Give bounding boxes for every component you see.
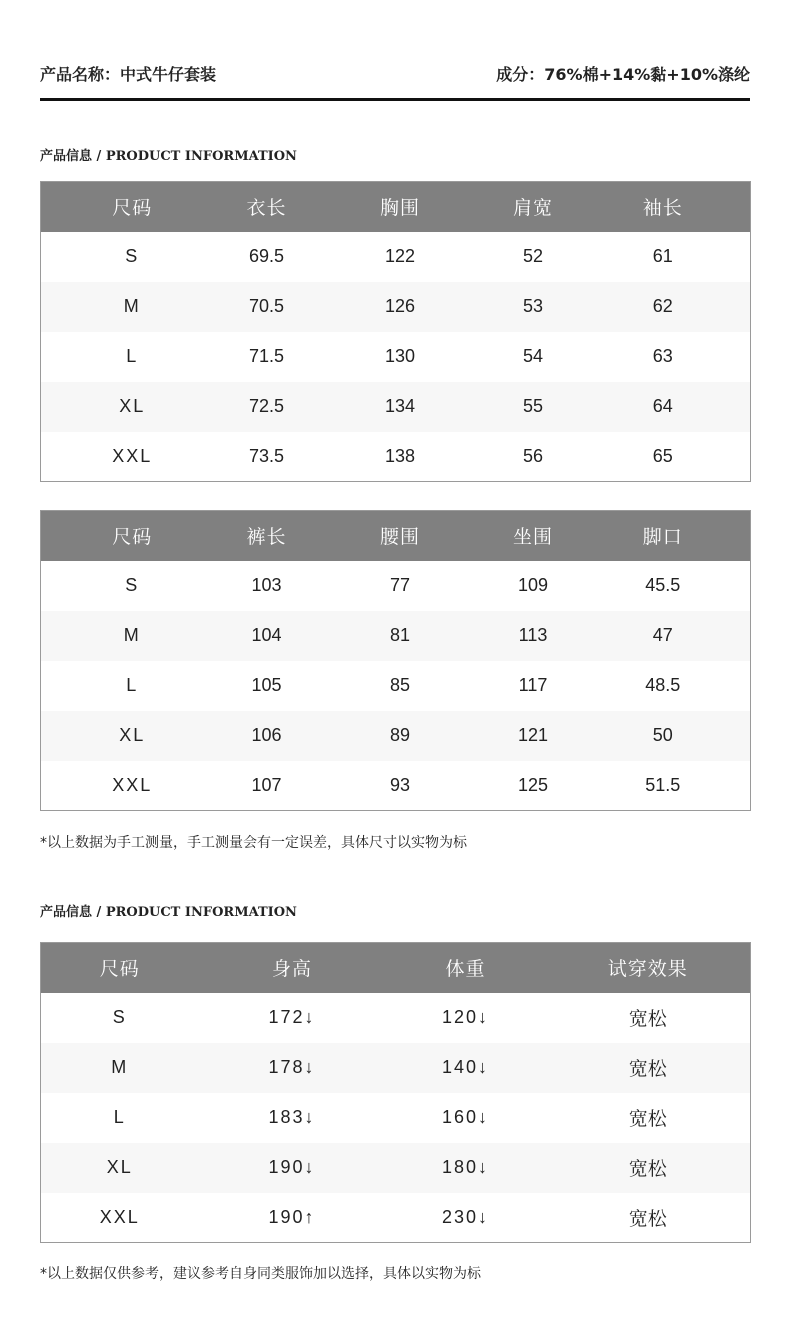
table-cell: 93 [310,761,491,811]
header-cell: 坐围 [491,511,576,561]
table-cell: 47 [576,611,751,661]
table-cell: 117 [491,661,576,711]
table-cell: 109 [491,561,576,611]
table-cell: 103 [224,561,310,611]
table-cell: 105 [224,661,310,711]
table-row [41,661,751,711]
table-cell: 178↓ [199,1043,386,1093]
table-cell: 54 [491,332,576,382]
section-title-product-info [40,145,297,164]
table-cell: 51.5 [576,761,751,811]
table-cell: 120↓ [386,993,546,1043]
size-cell: M [41,282,224,332]
header-cell: 脚口 [576,511,751,561]
table-cell: 55 [491,382,576,432]
size-cell: M [41,1043,199,1093]
table-cell: 122 [310,232,491,282]
size-cell: S [41,993,199,1043]
table-row [41,232,751,282]
header-cell: 试穿效果 [546,943,751,993]
section-title-cn: 产品信息 / [40,149,106,164]
table-cell: 125 [491,761,576,811]
table-cell: 89 [310,711,491,761]
table-cell: 77 [310,561,491,611]
header-cell: 胸围 [310,182,491,232]
table-row [41,432,751,482]
size-cell: XL [41,711,224,761]
size-cell: S [41,561,224,611]
fit-reference-table [40,942,751,1243]
table-cell: 70.5 [224,282,310,332]
table-row [41,561,751,611]
table-cell: 62 [576,282,751,332]
size-cell: XXL [41,761,224,811]
header-cell: 尺码 [41,182,224,232]
size-cell: L [41,1093,199,1143]
header-cell: 体重 [386,943,546,993]
table-cell: 45.5 [576,561,751,611]
fit-cell: 宽松 [546,1193,751,1243]
header-cell: 腰围 [310,511,491,561]
table-cell: 65 [576,432,751,482]
pants-size-table [40,510,751,811]
table-cell: 107 [224,761,310,811]
table-row [41,332,751,382]
size-cell: XL [41,382,224,432]
table-row [41,282,751,332]
table-cell: 104 [224,611,310,661]
product-composition: 成分：76%棉+14%黏+10%涤纶 [496,65,750,84]
table-cell: 134 [310,382,491,432]
table-header-row [41,943,751,993]
header-cell: 袖长 [576,182,751,232]
table-cell: 183↓ [199,1093,386,1143]
size-cell: L [41,661,224,711]
table-row [41,993,751,1043]
table-cell: 72.5 [224,382,310,432]
table-row [41,1193,751,1243]
table-row [41,711,751,761]
table-cell: 160↓ [386,1093,546,1143]
table-cell: 190↑ [199,1193,386,1243]
table-cell: 53 [491,282,576,332]
table-cell: 172↓ [199,993,386,1043]
top-size-table [40,181,751,482]
table-row [41,1143,751,1193]
section-title-cn: 产品信息 / [40,905,106,920]
table-cell: 85 [310,661,491,711]
table-cell: 73.5 [224,432,310,482]
table-cell: 56 [491,432,576,482]
table-row [41,382,751,432]
fit-cell: 宽松 [546,1093,751,1143]
table-cell: 61 [576,232,751,282]
size-cell: M [41,611,224,661]
header-cell: 尺码 [41,511,224,561]
size-cell: L [41,332,224,382]
table-row [41,611,751,661]
table-cell: 48.5 [576,661,751,711]
section-title-product-info-2 [40,901,297,920]
table-cell: 71.5 [224,332,310,382]
table-cell: 50 [576,711,751,761]
table-cell: 81 [310,611,491,661]
measurement-note: *以上数据为手工测量，手工测量会有一定误差，具体尺寸以实物为标 [40,835,467,851]
fit-reference-note: *以上数据仅供参考，建议参考自身同类服饰加以选择，具体以实物为标 [40,1266,481,1282]
table-row [41,761,751,811]
header-cell: 尺码 [41,943,199,993]
table-cell: 180↓ [386,1143,546,1193]
fit-cell: 宽松 [546,993,751,1043]
size-cell: XL [41,1143,199,1193]
table-cell: 126 [310,282,491,332]
table-cell: 138 [310,432,491,482]
fit-cell: 宽松 [546,1143,751,1193]
table-cell: 130 [310,332,491,382]
table-row [41,1043,751,1093]
table-cell: 121 [491,711,576,761]
header-cell: 身高 [199,943,386,993]
product-header [40,58,750,102]
table-cell: 140↓ [386,1043,546,1093]
table-cell: 64 [576,382,751,432]
header-divider [40,98,750,101]
header-cell: 衣长 [224,182,310,232]
table-cell: 230↓ [386,1193,546,1243]
product-name: 产品名称：中式牛仔套装 [40,65,217,84]
table-header-row [41,182,751,232]
table-cell: 63 [576,332,751,382]
header-cell: 肩宽 [491,182,576,232]
size-cell: XXL [41,1193,199,1243]
size-cell: S [41,232,224,282]
table-cell: 69.5 [224,232,310,282]
size-cell: XXL [41,432,224,482]
fit-cell: 宽松 [546,1043,751,1093]
table-cell: 52 [491,232,576,282]
table-cell: 190↓ [199,1143,386,1193]
table-row [41,1093,751,1143]
header-cell: 裤长 [224,511,310,561]
table-cell: 106 [224,711,310,761]
section-title-en: PRODUCT INFORMATION [105,149,297,164]
section-title-en: PRODUCT INFORMATION [105,905,297,920]
table-header-row [41,511,751,561]
table-cell: 113 [491,611,576,661]
